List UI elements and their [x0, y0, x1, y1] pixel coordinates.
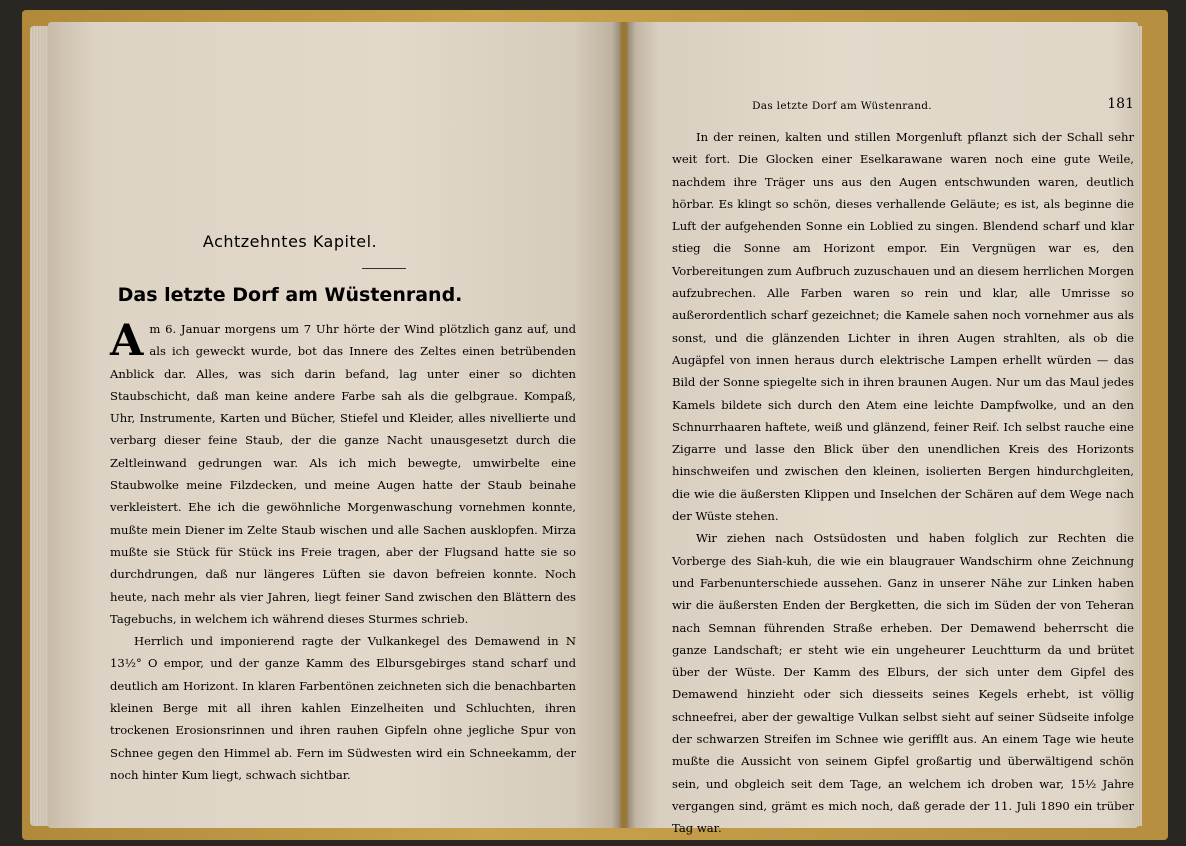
paragraph: Herrlich und imponierend ragte der Vulkankegel des Demawend in N 13½° O empor, und der ganze Kamm des Elbursgebirges stand scharf und deutlich am Horizont. In klaren Farbentönen zeichneten sich die benachbarten kleinen Berge mit all ihren kahlen Einzelheiten und Schluchten, ihren trockenen Erosionsrinnen und ihren rauhen Gipfeln ohne jegliche Spur von Schnee gegen den Himmel ab. Fern im Südwesten wird ein Schneekamm, der noch hinter Kum liegt, schwach sichtbar.: [110, 634, 576, 782]
right-page-header: [672, 96, 1134, 116]
book-gutter: [612, 22, 636, 828]
paragraph: [110, 318, 576, 630]
paragraph: In der reinen, kalten und stillen Morgenluft pflanzt sich der Schall sehr weit fort. Die Glocken einer Eselkarawane waren noch eine gute Weile, nachdem ihre Träger uns aus den Augen entschwunden waren, deutlich hörbar. Es klingt so schön, dieses verhallende Geläute; es ist, als beginne die Luft der aufgehenden Sonne ein Loblied zu singen. Blendend scharf und klar stieg die Sonne am Horizont empor. Ein Vergnügen war es, den Vorbereitungen zum Aufbruch zuzuschauen und an diesem herrlichen Morgen aufzubrechen. Alle Farben waren so rein und klar, alle Umrisse so außerordentlich scharf gezeichnet; die Kamele sahen noch vornehmer aus als sonst, und die glänzenden Lichter in ihren Augen strahlten, als ob die Augäpfel von innen heraus durch elektrische Lampen erhellt würden — das Bild der Sonne spiegelte sich in ihren braunen Augen. Nur um das Maul jedes Kamels bildete sich durch den Atem eine leichte Dampfwolke, und an den Schnurrhaaren haftete, weiß und glänzend, feiner Reif. Ich selbst rauche eine Zigarre und lasse den Blick über den unendlichen Kreis des Horizonts hinschweifen und zwischen den kleinen, isolierten Bergen hindurchgleiten, die wie die äußersten Klippen und Inselchen der Schären auf dem Wege nach der Wüste stehen.: [672, 130, 1134, 524]
chapter-title: Das letzte Dorf am Wüstenrand.: [117, 284, 463, 306]
paragraph: Wir ziehen nach Ostsüdosten und haben folglich zur Rechten die Vorberge des Siah-kuh, die wie ein blaugrauer Wandschirm ohne Zeichnung und Farbenunterschiede aussehen. Ganz in unserer Nähe zur Linken haben wir die äußersten Enden der Bergketten, die sich im Süden der von Teheran nach Semnan führenden Straße erheben. Der Demawend beherrscht die ganze Landschaft; er steht wie ein ungeheurer Leuchtturm da und brütet über der Wüste. Der Kamm des Elburs, der sich unter dem Gipfel des Demawend hinzieht oder sich diesseits seines Kegels erhebt, ist völlig schneefrei, aber der gewaltige Vulkan selbst sieht auf seiner Südseite infolge der schwarzen Streifen im Schnee wie gerifflt aus. An einem Tage wie heute mußte die Aussicht von seinem Gipfel großartig und überwältigend schön sein, und obgleich seit dem Tage, an welchem ich droben war, 15½ Jahre vergangen sind, grämt es mich noch, daß gerade der 11. Juli 1890 ein trüber Tag war.: [672, 531, 1134, 836]
right-page-body: [672, 126, 1134, 840]
chapter-divider: [362, 268, 406, 269]
chapter-label: Achtzehntes Kapitel.: [202, 232, 378, 251]
page-number: 181: [1107, 96, 1134, 112]
left-page-body: [110, 318, 576, 786]
running-head: Das letzte Dorf am Wüstenrand.: [752, 100, 932, 112]
drop-cap: A: [110, 316, 144, 366]
paragraph-text: m 6. Januar morgens um 7 Uhr hörte der Wind plötzlich ganz auf, und als ich geweckt wurde, bot das Innere des Zeltes einen betrübenden Anblick dar. Alles, was sich darin befand, lag unter einer so dichten Staubschicht, daß man keine andere Farbe sah als die gelbgraue. Kompaß, Uhr, Instrumente, Karten und Bücher, Stiefel und Kleider, alles nivellierte und verbarg dieser feine Staub, der die ganze Nacht unausgesetzt durch die Zeltleinwand gedrungen war. Als ich mich bewegte, umwirbelte eine Staubwolke meine Filzdecken, und meine Augen hatte der Staub beinahe verkleistert. Ehe ich die gewöhnliche Morgenwaschung vornehmen konnte, mußte mein Diener im Zelte Staub wischen und alle Sachen ausklopfen. Mirza mußte sie Stück für Stück ins Freie tragen, aber der Flugsand hatte sie so durchdrungen, daß nur längeres Lüften sie davon befreien konnte. Noch heute, nach mehr als vier Jahren, liegt feiner Sand zwischen den Blättern des Tagebuchs, in welchem ich während dieses Sturmes schrieb.: [110, 322, 576, 626]
